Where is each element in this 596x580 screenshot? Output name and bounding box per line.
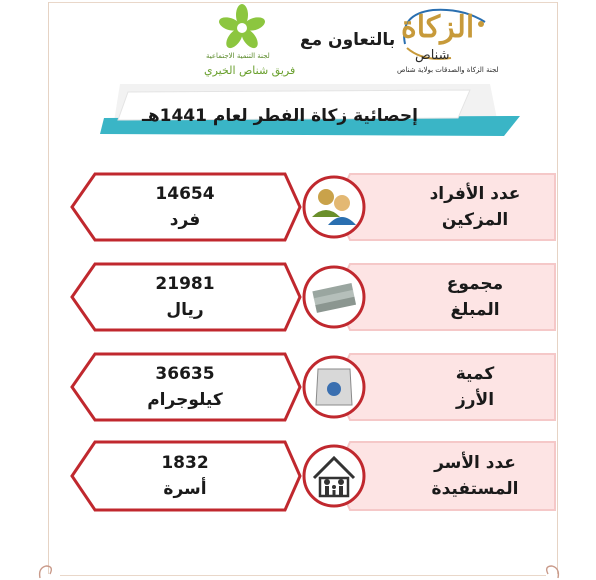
stat-value-families <box>110 450 260 502</box>
stat-value-amount <box>110 271 260 323</box>
stat-label-families <box>420 450 530 502</box>
stat-label-line2: المبلغ <box>450 300 500 320</box>
zakat-logo-caption: لجنة الزكاة والصدقات بولاية شناص <box>397 66 499 74</box>
stat-label-line1: عدد الأسر <box>434 453 516 473</box>
stat-value-unit: أسرة <box>163 479 207 499</box>
stat-value-number: 14654 <box>155 184 215 204</box>
stat-value-rice <box>110 361 260 413</box>
stat-value-number: 36635 <box>155 364 215 384</box>
stat-label-line1: كمية <box>455 364 495 384</box>
stat-value-individuals <box>110 181 260 233</box>
stat-label-individuals <box>420 181 530 233</box>
stat-label-rice <box>420 361 530 413</box>
stat-value-unit: فرد <box>169 210 201 230</box>
team-logo-small-caption: لجنة التنمية الاجتماعية <box>206 52 270 60</box>
stat-label-amount <box>420 271 530 323</box>
team-logo-caption: فريق شناص الخيري <box>204 64 296 77</box>
stat-value-unit: كيلوجرام <box>147 390 223 410</box>
banner-title: إحصائية زكاة الفطر لعام 1441هـ <box>142 106 418 126</box>
rice-sack-icon <box>316 369 352 405</box>
zakat-logo-subtitle: شناص <box>415 48 450 63</box>
stat-value-number: 1832 <box>161 453 209 473</box>
collaboration-label: بالتعاون مع <box>300 30 396 50</box>
stat-value-unit: ريال <box>166 300 204 320</box>
stat-value-number: 21981 <box>155 274 215 294</box>
stat-label-line2: المزكين <box>441 210 509 230</box>
stat-label-line1: عدد الأفراد <box>429 184 521 204</box>
zakat-logo-title: الزكاة <box>401 10 475 45</box>
stat-label-line2: المستفيدة <box>431 479 519 499</box>
stat-label-line1: مجموع <box>446 274 504 294</box>
stat-label-line2: الأرز <box>455 390 495 410</box>
